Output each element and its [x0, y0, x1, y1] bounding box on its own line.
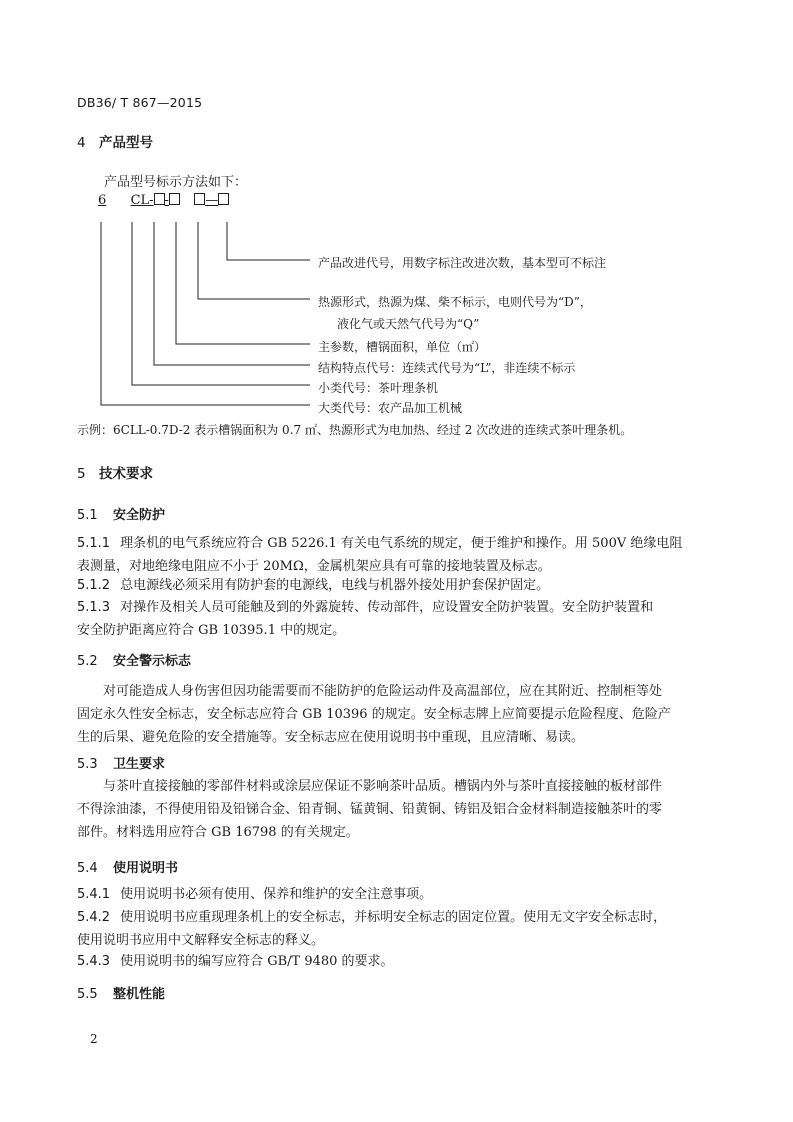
clause-5-1-1 [77, 532, 702, 578]
paragraph-line: 固定永久性安全标志，安全标志应符合 GB 10396 的规定。安全标志牌上应简要提示危险程度、危险产 [77, 707, 671, 722]
clause-number: 5.1.1 [77, 536, 111, 551]
clause-5-4-1 [77, 883, 702, 906]
clause-number: 5.4.3 [77, 954, 111, 969]
subsection-5-2-body [77, 680, 702, 749]
section-number: 4 [77, 135, 86, 151]
bracket-line-subclass [132, 222, 310, 385]
model-example: 示例：6CLL-0.7D-2 表示槽锅面积为 0.7 ㎡、热源形式为电加热、经过 2 次改进的连续式茶叶理条机。 [77, 423, 633, 437]
clause-text: 总电源线必须采用有防护套的电源线，电线与机器外接处用护套保护固定。 [120, 578, 550, 593]
page-number: 2 [90, 1032, 98, 1046]
subsection-number: 5.5 [77, 987, 98, 1002]
section-title: 技术要求 [99, 466, 153, 482]
clause-text: 理条机的电气系统应符合 GB 5226.1 有关电气系统的规定，便于维护和操作。用 500V 绝缘电阻 [120, 536, 683, 551]
bracket-line-main-param [176, 222, 310, 344]
desc-main-param: 主参数，槽锅面积，单位（㎡） [318, 340, 487, 354]
model-dash: - [164, 193, 169, 208]
clause-text: 对操作及相关人员可能触及到的外露旋转、传动部件，应设置安全防护装置。安全防护装置和 [120, 600, 654, 615]
clause-text: 使用说明书的编写应符合 GB/T 9480 的要求。 [120, 954, 394, 969]
paragraph-line: 部件。材料选用应符合 GB 16798 的有关规定。 [77, 825, 359, 840]
paragraph-line: 与茶叶直接接触的零部件材料或涂层应保证不影响茶叶品质。槽锅内外与茶叶直接接触的板材部件 [103, 779, 663, 794]
model-cl: CL- [130, 193, 154, 208]
clause-text-cont: 使用说明书应用中文解释安全标志的释义。 [77, 933, 325, 948]
clause-5-4-3 [77, 950, 702, 973]
model-intro: 产品型号标示方法如下： [104, 175, 248, 190]
clause-5-1-3 [77, 596, 702, 642]
subsection-title: 安全防护 [113, 508, 166, 523]
desc-improvement: 产品改进代号，用数字标注改进次数，基本型可不标注 [318, 256, 607, 270]
desc-heat-source: 热源形式，热源为煤、柴不标示，电则代号为“D”， [318, 295, 592, 309]
clause-number: 5.4.2 [77, 910, 111, 925]
subsection-title: 使用说明书 [113, 861, 179, 876]
subsection-5-3-body [77, 775, 702, 844]
clause-text-cont: 安全防护距离应符合 GB 10395.1 中的规定。 [77, 623, 346, 638]
clause-number: 5.1.3 [77, 600, 111, 615]
desc-heat-source-cont: 液化气或天然气代号为“Q” [337, 317, 480, 331]
clause-5-4-2 [77, 906, 702, 952]
subsection-5-3-heading [77, 753, 165, 772]
desc-class: 大类代号：农产品加工机械 [318, 401, 463, 415]
subsection-number: 5.1 [77, 508, 98, 523]
clause-number: 5.4.1 [77, 887, 111, 902]
model-prefix: 6 [98, 193, 107, 208]
subsection-5-5-heading [77, 983, 165, 1002]
model-dash2: — [205, 193, 219, 208]
clause-text: 使用说明书必须有使用、保养和维护的安全注意事项。 [120, 887, 433, 902]
clause-text: 使用说明书应重现理条机上的安全标志，并标明安全标志的固定位置。使用无文字安全标志时， [120, 910, 667, 925]
clause-number: 5.1.2 [77, 578, 111, 593]
clause-5-1-2 [77, 574, 702, 597]
subsection-number: 5.2 [77, 654, 98, 669]
subsection-5-2-heading [77, 650, 191, 669]
paragraph-line: 不得涂油漆，不得使用铅及铅锑合金、铅青铜、锰黄铜、铅黄铜、铸铝及铝合金材料制造接触茶叶的零 [77, 802, 663, 817]
section-5-heading [77, 462, 153, 482]
bracket-line-improvement [227, 222, 310, 260]
subsection-title: 卫生要求 [113, 757, 166, 772]
section-title: 产品型号 [99, 135, 153, 151]
clause-text-cont: 表测量，对地绝缘电阻应不小于 20MΩ，金属机架应具有可靠的接地装置及标志。 [77, 559, 551, 574]
standard-number: DB36/ T 867—2015 [77, 95, 203, 110]
subsection-number: 5.4 [77, 861, 98, 876]
paragraph-line: 对可能造成人身伤害但因功能需要而不能防护的危险运动件及高温部位，应在其附近、控制柜等处 [103, 684, 663, 699]
subsection-number: 5.3 [77, 757, 98, 772]
desc-structure: 结构特点代号：连续式代号为“L”，非连续不标示 [318, 361, 576, 375]
section-number: 5 [77, 466, 86, 482]
subsection-title: 安全警示标志 [113, 654, 192, 669]
subsection-5-4-heading [77, 857, 178, 876]
subsection-5-1-heading [77, 504, 165, 523]
subsection-title: 整机性能 [113, 987, 166, 1002]
desc-subclass: 小类代号：茶叶理条机 [318, 381, 439, 395]
paragraph-line: 生的后果、避免危险的安全措施等。安全标志应在使用说明书中重现，且应清晰、易读。 [77, 730, 585, 745]
